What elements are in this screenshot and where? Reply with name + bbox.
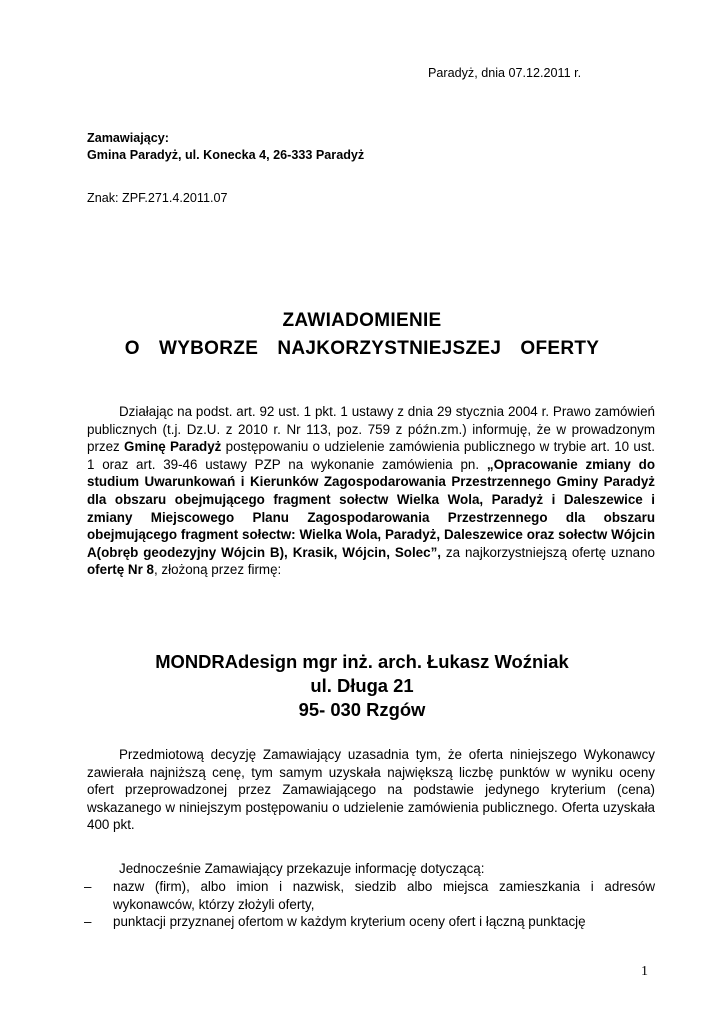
intro-paragraph [87,403,655,579]
list-item [84,878,655,913]
dash-icon: – [84,879,92,894]
intro-text-3: za najkorzystniejszą ofertę uznano [440,544,655,560]
company-street: ul. Długa 21 [310,675,414,696]
buyer-block [87,130,364,164]
document-subtitle [0,338,724,360]
intro-text-1: Działając na podst. art. 92 ust. 1 pkt. 1 ustawy z dnia 29 stycznia 2004 r. Prawo zamówień publicznych (t.j. Dz.U. z 2010 r. Nr 113, poz. 759 z późn.zm.) informuję, że w prowadzonym przez [87,404,655,455]
buyer-address: Gmina Paradyż, ul. Konecka 4, 26-333 Paradyż [87,148,365,162]
justification-text: Przedmiotową decyzję Zamawiający uzasadnia tym, że oferta niniejszego Wykonawcy zawierała najniższą cenę, tym samym uzyskała największą liczbę punktów w wyniku oceny ofert przeprowadzonej przez Zamawiającego na podstawie jedynego kryterium (cena) wskazanego w niniejszym postępowaniu o udzielenie zamówienia publicznego. Oferta uzyskała 400 pkt. [87,747,655,833]
intro-text-4: , złożoną przez firmę: [153,562,282,578]
company-name: MONDRAdesign mgr inż. arch. Łukasz Woźniak [155,651,569,672]
intro-buyer-name: Gminę Paradyż [124,439,222,455]
list-item-text: punktacji przyznanej ofertom w każdym kryterium oceny ofert i łączną punktację [113,914,586,930]
information-text: Jednocześnie Zamawiający przekazuje informację dotyczącą: [119,861,485,876]
information-list [84,878,655,931]
reference-number: Znak: ZPF.271.4.2011.07 [87,191,228,205]
document-date: Paradyż, dnia 07.12.2011 r. [428,66,582,80]
intro-text-2: postępowaniu o udzielenie zamówienia publicznego w trybie art. 10 ust. 1 oraz art. 39-46 ustawy PZP na wykonanie zamówienia pn. [87,439,655,472]
winning-company-block [0,650,724,722]
document-subtitle-text: O WYBORZE NAJKORZYSTNIEJSZEJ OFERTY [124,338,600,359]
list-item [84,913,655,931]
page-number: 1 [641,964,648,979]
paragraph-indent [87,404,119,419]
dash-icon: – [84,914,92,930]
document-title: ZAWIADOMIENIE [282,310,442,331]
company-city: 95- 030 Rzgów [298,699,426,720]
paragraph-indent [87,861,119,876]
buyer-label: Zamawiający: [87,131,169,145]
justification-paragraph [87,746,655,834]
information-paragraph [87,860,655,878]
contract-title: „Opracowanie zmiany do studium Uwarunkowań i Kierunków Zagospodarowania Przestrzennego Gminy Paradyż dla obszaru obejmującego fragment sołectw Wielka Wola, Paradyż i Daleszewice i zmiany Miejscowego Planu Zagospodarowania Przestrzennego dla obszaru obejmującego fragment sołectw: Wielka Wola, Paradyż, Daleszewice oraz sołectw Wójcin A(obręb geodezyjny Wójcin B), Krasik, Wójcin, Solec”, [87,456,655,560]
paragraph-indent [87,747,119,762]
list-item-text: nazw (firm), albo imion i nazwisk, siedzib albo miejsca zamieszkania i adresów wykonawców, którzy złożyli oferty, [113,879,655,912]
winning-offer-number: ofertę Nr 8 [87,562,154,578]
